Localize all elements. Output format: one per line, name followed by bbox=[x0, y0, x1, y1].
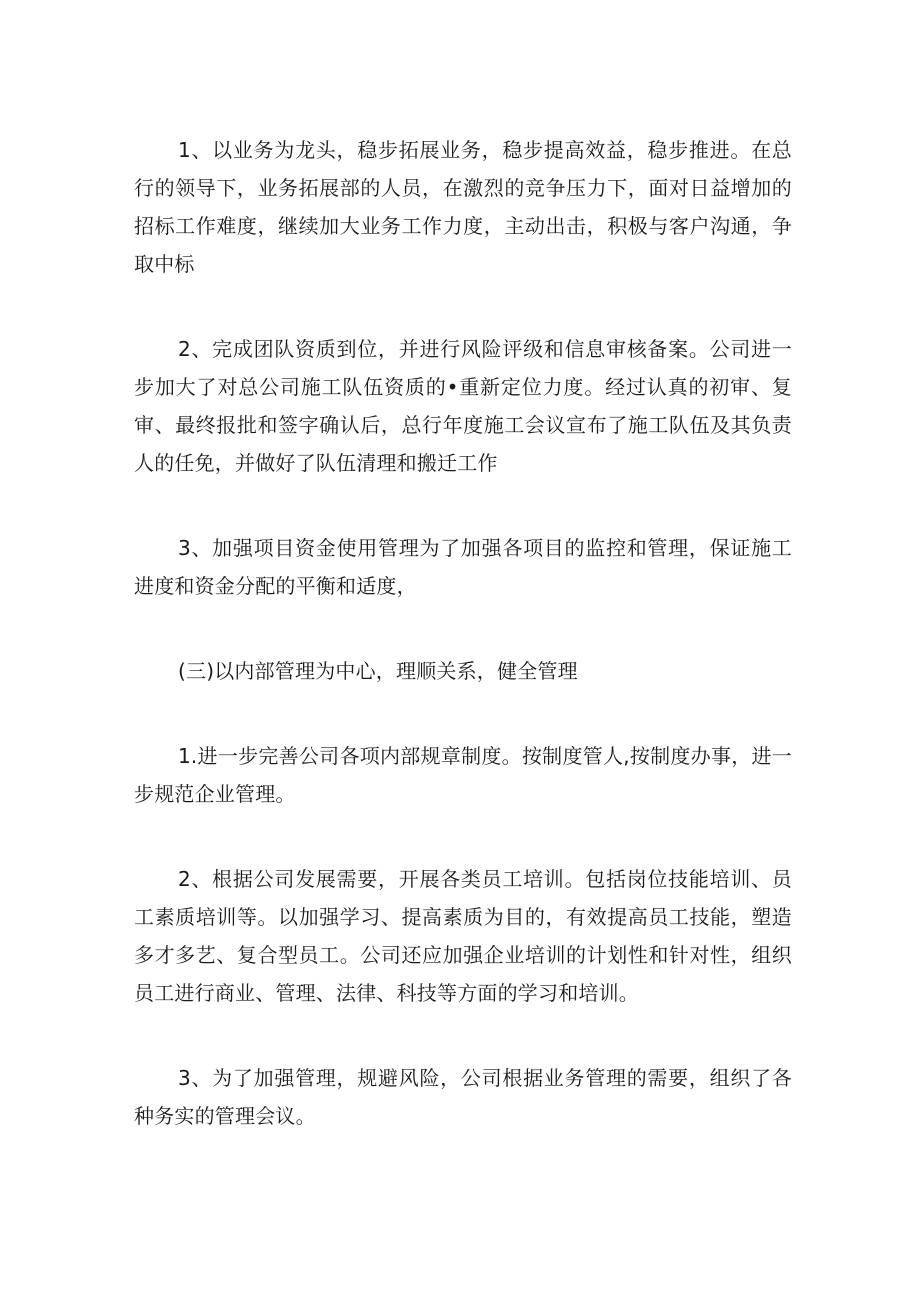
paragraph-staff-training: 2、根据公司发展需要，开展各类员工培训。包括岗位技能培训、员工素质培训等。以加强学习、提高素质为目的，有效提高员工技能，塑造多才多艺、复合型员工。公司还应加强企业培训的计划性和针对性，组织员工进行商业、管理、法律、科技等方面的学习和培训。 bbox=[134, 867, 792, 1005]
paragraph-management-meetings: 3、为了加强管理，规避风险，公司根据业务管理的需要，组织了各种务实的管理会议。 bbox=[134, 1066, 792, 1128]
paragraph-internal-rules: 1.进一步完善公司各项内部规章制度。按制度管人,按制度办事，进一步规范企业管理。 bbox=[134, 744, 792, 806]
paragraph-business-expansion: 1、以业务为龙头，稳步拓展业务，稳步提高效益，稳步推进。在总行的领导下，业务拓展部的人员，在激烈的竞争压力下，面对日益增加的招标工作难度，继续加大业务工作力度，主动出击，积极与客户沟通，争取中标 bbox=[134, 138, 792, 276]
document-body bbox=[134, 131, 792, 1182]
paragraph-project-funds: 3、加强项目资金使用管理为了加强各项目的监控和管理，保证施工进度和资金分配的平衡和适度， bbox=[134, 536, 792, 598]
section-heading-internal-management: (三)以内部管理为中心，理顺关系，健全管理 bbox=[178, 659, 578, 683]
paragraph-team-qualification: 2、完成团队资质到位，并进行风险评级和信息审核备案。公司进一步加大了对总公司施工队伍资质的•重新定位力度。经过认真的初审、复审、最终报批和签字确认后，总行年度施工会议宣布了施工队伍及其负责人的任免，并做好了队伍清理和搬迁工作 bbox=[134, 337, 792, 475]
